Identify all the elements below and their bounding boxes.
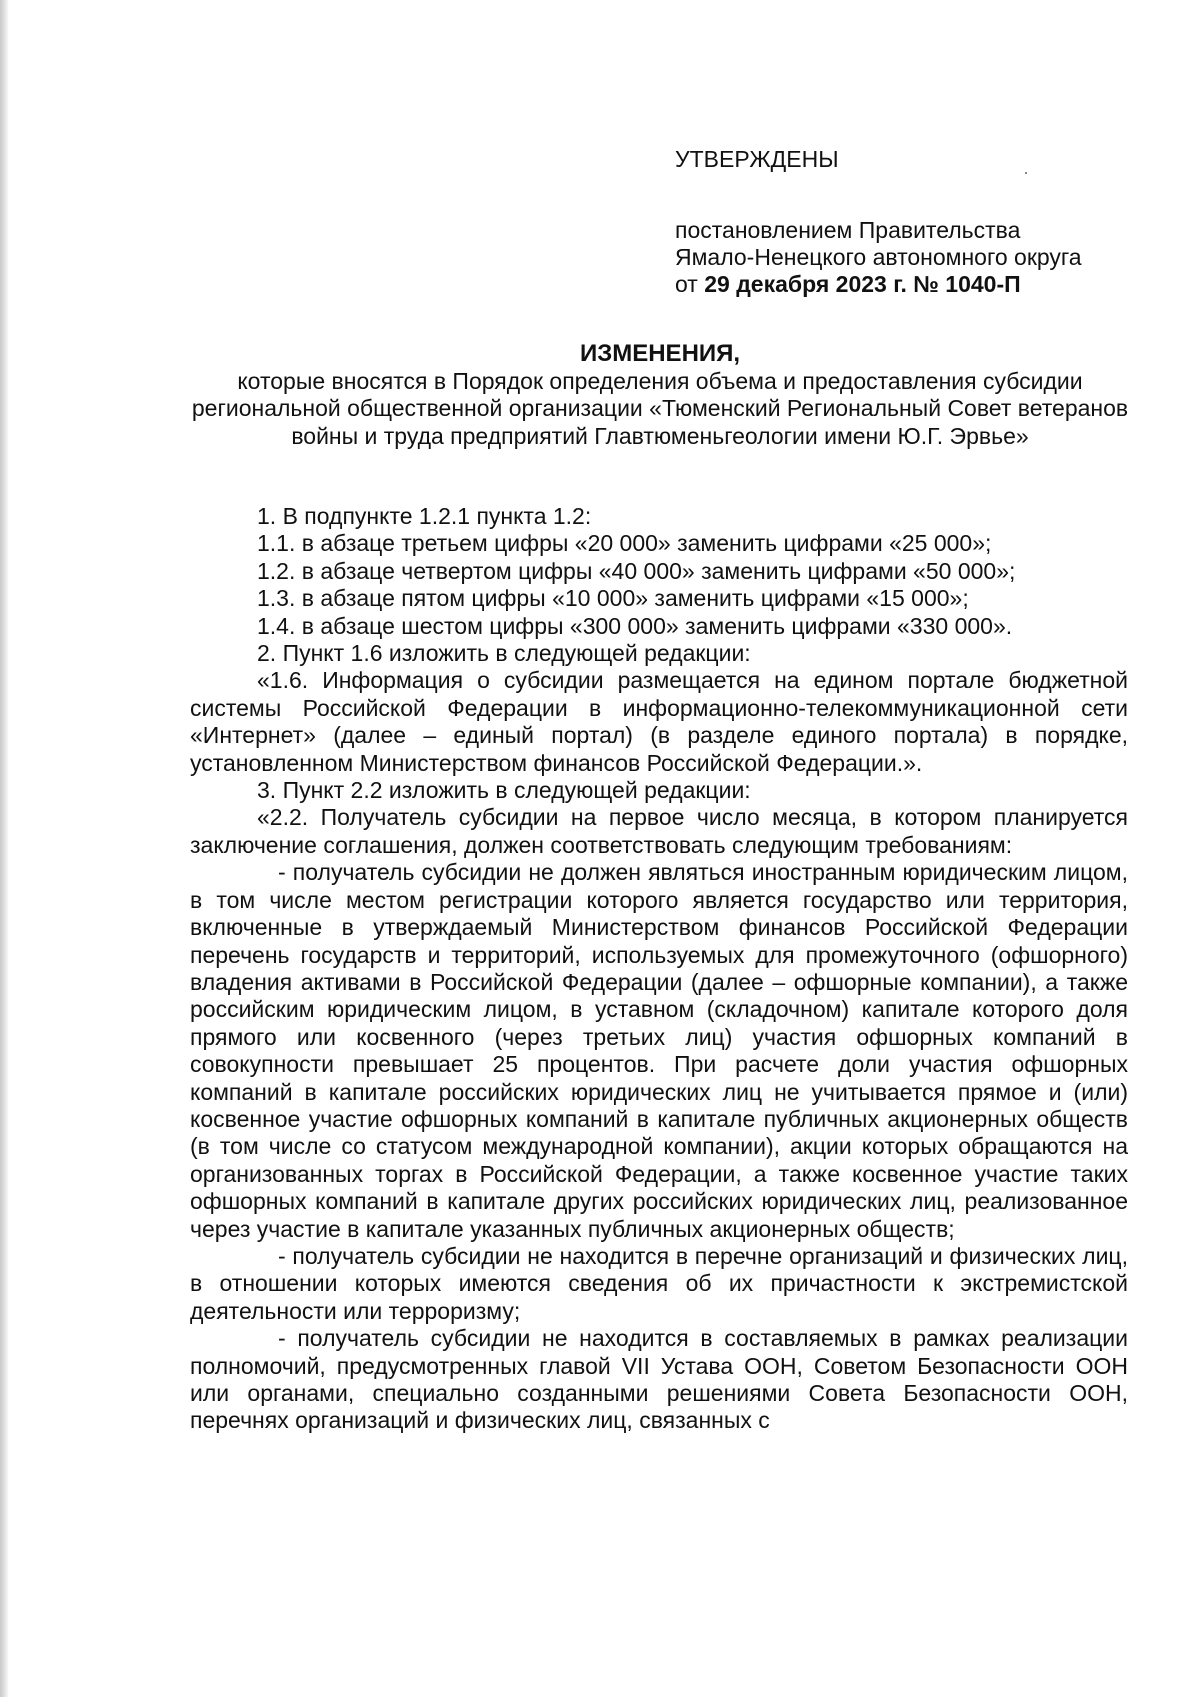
decree-date-number: 29 декабря 2023 г. № 1040-П [704,271,1021,297]
clause-2: 2. Пункт 1.6 изложить в следующей редакции: [257,640,751,667]
document-body [190,503,1128,1435]
approval-line-date [675,271,1145,298]
document-subtitle: которые вносятся в Порядок определения объема и предоставления субсидии региональной общественной организации «Тюменский Региональный Совет ветеранов войны и труда предприятий Главтюменьгеологии имени Ю.Г. Эрвье» [191,367,1129,449]
clause-1-1: 1.1. в абзаце третьем цифры «20 000» заменить цифрами «25 000»; [257,530,992,557]
requirement-offshore: - получатель субсидии не должен являться иностранным юридическим лицом, в том числе местом регистрации которого является государство или территория, включенные в утверждаемый Министерством финансов Российской Федерации перечень государств и территорий, используемых для промежуточного (офшорного) владения активами в Российской Федерации (далее – офшорные компании), а также российским юридическим лицом, в уставном (складочном) капитале которого доля прямого или косвенного (через третьих лиц) участия офшорных компаний в совокупности превышает 25 процентов. При расчете доли участия офшорных компаний в капитале российских юридических лиц не учитывается прямое и (или) косвенное участие офшорных компаний в капитале публичных акционерных обществ (в том числе со статусом международной компании), акции которых обращаются на организованных торгах в Российской Федерации, а также косвенное участие таких офшорных компаний в капитале других российских юридических лиц, реализованное через участие в капитале указанных публичных акционерных обществ; [190,859,1128,1242]
clause-1-3: 1.3. в абзаце пятом цифры «10 000» заменить цифрами «15 000»; [257,585,969,612]
requirement-un-sanctions: - получатель субсидии не находится в составляемых в рамках реализации полномочий, предусмотренных главой VII Устава ООН, Советом Безопасности ООН или органами, специально созданными решениями Совета Безопасности ООН, перечнях организаций и физических лиц, связанных с [190,1325,1128,1434]
approval-line-decree: постановлением Правительства [675,217,1021,243]
clause-1: 1. В подпункте 1.2.1 пункта 1.2: [257,503,592,529]
approval-stamp-block [675,146,1145,298]
document-title-block [190,340,1130,450]
clause-1-4: 1.4. в абзаце шестом цифры «300 000» заменить цифрами «330 000». [257,612,1013,639]
date-prefix: от [675,271,705,297]
clause-1-2: 1.2. в абзаце четвертом цифры «40 000» заменить цифрами «50 000»; [257,557,1016,584]
approval-line-region: Ямало-Ненецкого автономного округа [675,244,1082,270]
clause-2-text: «1.6. Информация о субсидии размещается на едином портале бюджетной системы Российской Федерации в информационно-телекоммуникационной сети «Интернет» (далее – единый портал) (в разделе единого портала) в порядке, установленном Министерством финансов Российской Федерации.». [190,667,1128,776]
clause-3: 3. Пункт 2.2 изложить в следующей редакции: [257,777,751,804]
requirement-extremism: - получатель субсидии не находится в перечне организаций и физических лиц, в отношении которых имеются сведения об их причастности к экстремистской деятельности или терроризму; [190,1242,1128,1324]
clause-3-text: «2.2. Получатель субсидии на первое число месяца, в котором планируется заключение соглашения, должен соответствовать следующим требованиям: [190,804,1128,858]
document-heading: ИЗМЕНЕНИЯ, [579,340,741,367]
approved-heading: УТВЕРЖДЕНЫ [675,146,839,172]
